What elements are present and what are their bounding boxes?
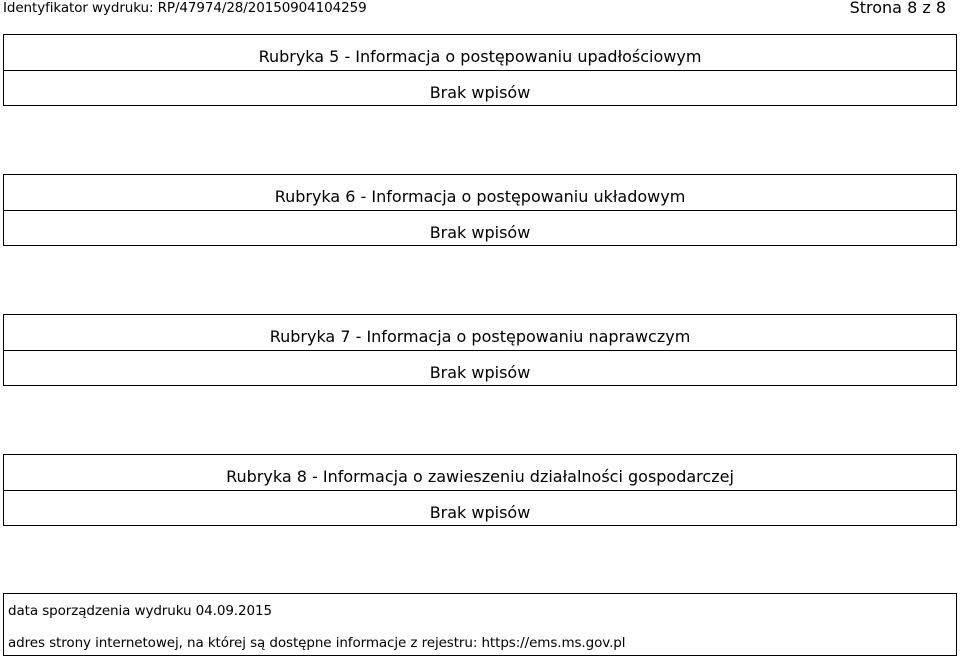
section-status: Brak wpisów: [429, 363, 531, 382]
section-status: Brak wpisów: [429, 223, 531, 242]
section-status: Brak wpisów: [429, 503, 531, 522]
print-id: Identyfikator wydruku: RP/47974/28/20150904104259: [3, 0, 367, 16]
footer-box: [3, 593, 957, 656]
section-rubryka-8: [3, 454, 957, 526]
section-rubryka-7: [3, 314, 957, 386]
section-rubryka-5: [3, 34, 957, 106]
section-title: Rubryka 8 - Informacja o zawieszeniu działalności gospodarczej: [226, 467, 734, 486]
section-divider: [4, 350, 956, 351]
section-title: Rubryka 5 - Informacja o postępowaniu upadłościowym: [258, 47, 702, 66]
section-title: Rubryka 6 - Informacja o postępowaniu układowym: [274, 187, 686, 206]
section-divider: [4, 490, 956, 491]
section-divider: [4, 210, 956, 211]
page-number: Strona 8 z 8: [849, 0, 946, 17]
register-address: adres strony internetowej, na której są dostępne informacje z rejestru: https://ems.ms.gov.pl: [8, 635, 626, 651]
print-date: data sporządzenia wydruku 04.09.2015: [8, 603, 272, 619]
section-rubryka-6: [3, 174, 957, 246]
section-title: Rubryka 7 - Informacja o postępowaniu naprawczym: [269, 327, 691, 346]
section-status: Brak wpisów: [429, 83, 531, 102]
section-divider: [4, 70, 956, 71]
